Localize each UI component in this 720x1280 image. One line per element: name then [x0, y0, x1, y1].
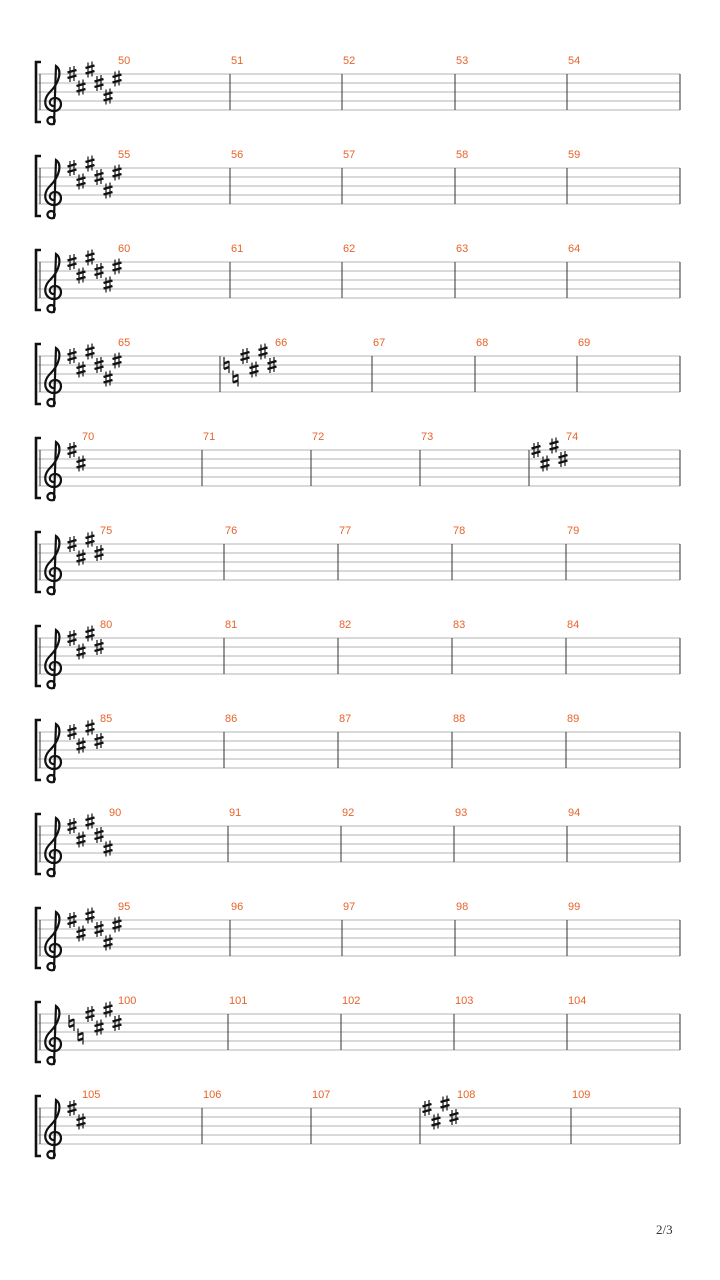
measure-number: 65: [118, 337, 131, 349]
measure-number: 71: [203, 431, 216, 443]
staff-lines: [38, 732, 680, 768]
measure-number: 57: [343, 149, 356, 161]
measure-number: 74: [566, 431, 579, 443]
measure-number: 98: [456, 901, 469, 913]
sharp-icon: [86, 62, 95, 78]
treble-clef-icon: [45, 1100, 61, 1158]
measure-number: 94: [568, 807, 581, 819]
measure-number: 60: [118, 243, 131, 255]
sharp-icon: [77, 268, 86, 284]
measure-number: 51: [231, 55, 244, 67]
sharp-icon: [104, 841, 113, 857]
treble-clef-icon: [45, 348, 61, 406]
measure-number: 93: [455, 807, 468, 819]
sharp-icon: [77, 738, 86, 754]
sharp-icon: [86, 908, 95, 924]
measure-number: 89: [567, 713, 580, 725]
sharp-icon: [104, 1002, 113, 1018]
measure-number: 95: [118, 901, 131, 913]
measure-number: 56: [231, 149, 244, 161]
sharp-icon: [77, 926, 86, 942]
sharp-icon: [259, 344, 268, 360]
staff-lines: [38, 168, 680, 204]
sharp-icon: [77, 832, 86, 848]
measure-number: 109: [572, 1089, 591, 1101]
treble-clef-icon: [45, 818, 61, 876]
measure-number: 96: [231, 901, 244, 913]
measure-number: 91: [229, 807, 242, 819]
treble-clef-icon: [45, 536, 61, 594]
sharp-icon: [550, 438, 559, 454]
measure-number: 90: [109, 807, 122, 819]
treble-clef-icon: [45, 254, 61, 312]
measure-number: 73: [421, 431, 434, 443]
measure-number: 69: [578, 337, 591, 349]
staff-lines: [38, 74, 680, 110]
measure-number: 83: [453, 619, 466, 631]
natural-icon: [233, 371, 238, 387]
staff-lines: [38, 262, 680, 298]
measure-number: 70: [82, 431, 95, 443]
measure-number: 107: [312, 1089, 331, 1101]
measure-number: 58: [456, 149, 469, 161]
measure-number: 87: [339, 713, 352, 725]
measure-number: 55: [118, 149, 131, 161]
staff-system: [36, 713, 680, 782]
page-number: 2/3: [656, 1222, 673, 1237]
sharp-icon: [113, 71, 122, 87]
sharp-icon: [77, 80, 86, 96]
measure-number: 78: [453, 525, 466, 537]
measure-number: 85: [100, 713, 113, 725]
sharp-icon: [86, 532, 95, 548]
measure-number: 104: [568, 995, 587, 1007]
sharp-icon: [86, 250, 95, 266]
treble-clef-icon: [45, 1006, 61, 1064]
sharp-icon: [113, 165, 122, 181]
staff-system: [36, 337, 680, 406]
staff-lines: [38, 544, 680, 580]
sharp-icon: [104, 371, 113, 387]
measure-number: 64: [568, 243, 581, 255]
treble-clef-icon: [45, 66, 61, 124]
staff-system: [36, 619, 680, 688]
staff-lines: [38, 1014, 680, 1050]
sharp-icon: [104, 183, 113, 199]
sharp-icon: [77, 362, 86, 378]
measure-number: 61: [231, 243, 244, 255]
treble-clef-icon: [45, 160, 61, 218]
staff-system: [36, 55, 680, 124]
sharp-icon: [77, 1114, 86, 1130]
sharp-icon: [77, 644, 86, 660]
treble-clef-icon: [45, 724, 61, 782]
staff-system: [36, 901, 680, 970]
measure-number: 88: [453, 713, 466, 725]
sharp-icon: [104, 935, 113, 951]
measure-number: 80: [100, 619, 113, 631]
measure-number: 105: [82, 1089, 101, 1101]
sharp-icon: [104, 277, 113, 293]
measure-number: 100: [118, 995, 137, 1007]
treble-clef-icon: [45, 912, 61, 970]
measure-number: 68: [476, 337, 489, 349]
sharp-icon: [77, 456, 86, 472]
measure-number: 72: [312, 431, 325, 443]
treble-clef-icon: [45, 630, 61, 688]
sharp-icon: [77, 550, 86, 566]
measure-number: 77: [339, 525, 352, 537]
staff-system: [36, 431, 680, 500]
measure-number: 79: [567, 525, 580, 537]
staff-lines: [38, 356, 680, 392]
measure-number: 86: [225, 713, 238, 725]
measure-number: 97: [343, 901, 356, 913]
staff-lines: [38, 920, 680, 956]
measure-number: 108: [457, 1089, 476, 1101]
measure-number: 53: [456, 55, 469, 67]
measure-number: 66: [275, 337, 288, 349]
measure-number: 63: [456, 243, 469, 255]
measure-number: 101: [229, 995, 248, 1007]
sharp-icon: [250, 362, 259, 378]
staff-lines: [38, 1108, 680, 1144]
measure-number: 99: [568, 901, 581, 913]
sharp-icon: [104, 89, 113, 105]
staff-lines: [38, 450, 680, 486]
measure-number: 92: [342, 807, 355, 819]
sharp-icon: [113, 917, 122, 933]
treble-clef-icon: [45, 442, 61, 500]
sharp-icon: [95, 1020, 104, 1036]
staff-system: [36, 807, 680, 876]
sharp-icon: [86, 626, 95, 642]
staff-system: [36, 243, 680, 312]
measure-number: 52: [343, 55, 356, 67]
natural-icon: [78, 1029, 83, 1045]
measure-number: 59: [568, 149, 581, 161]
measure-number: 103: [455, 995, 474, 1007]
measure-number: 62: [343, 243, 356, 255]
measure-number: 106: [203, 1089, 222, 1101]
sharp-icon: [86, 156, 95, 172]
measure-number: 50: [118, 55, 131, 67]
staff-system: [36, 995, 680, 1064]
sharp-icon: [86, 814, 95, 830]
sharp-icon: [86, 344, 95, 360]
sharp-icon: [432, 1114, 441, 1130]
measure-number: 76: [225, 525, 238, 537]
measure-number: 67: [373, 337, 386, 349]
measure-number: 75: [100, 525, 113, 537]
sharp-icon: [541, 456, 550, 472]
sharp-icon: [113, 353, 122, 369]
staff-system: [36, 1089, 680, 1158]
measure-number: 82: [339, 619, 352, 631]
staff-system: [36, 525, 680, 594]
measure-number: 54: [568, 55, 581, 67]
staff-system: [36, 149, 680, 218]
staff-lines: [38, 826, 680, 862]
staff-lines: [38, 638, 680, 674]
sharp-icon: [113, 259, 122, 275]
measure-number: 81: [225, 619, 238, 631]
measure-number: 102: [342, 995, 361, 1007]
measure-number: 84: [567, 619, 580, 631]
sharp-icon: [86, 720, 95, 736]
sharp-icon: [77, 174, 86, 190]
sharp-icon: [441, 1096, 450, 1112]
